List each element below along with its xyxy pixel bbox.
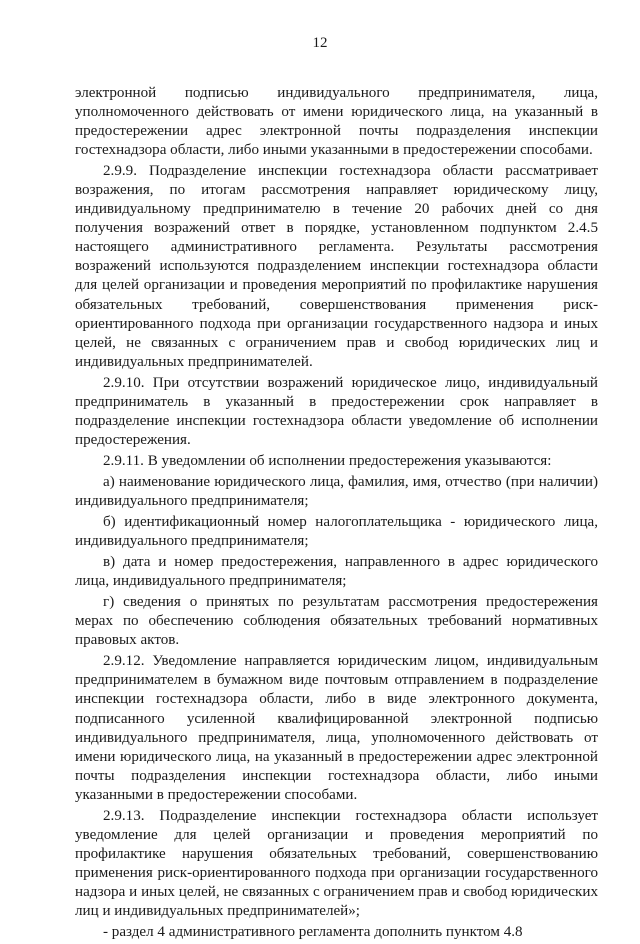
list-item-v: в) дата и номер предостережения, направленного в адрес юридического лица, индивидуального предпринимателя; (75, 554, 598, 590)
paragraph-clause-2-9-13: 2.9.13. Подразделение инспекции гостехнадзора области использует уведомление для целей организации и проведения мероприятий по профилактике нарушения обязательных требований, совершенствованию применения риск-ориентированного подхода при организации государственного надзора и иных целей, не связанных с ограничением прав и свобод юридических лиц и индивидуальных предпринимателей»; (75, 807, 598, 919)
body-text (75, 84, 598, 944)
list-item-b: б) идентификационный номер налогоплательщика - юридического лица, индивидуального предпринимателя; (75, 514, 598, 550)
paragraph-clause-2-9-12: 2.9.12. Уведомление направляется юридическим лицом, индивидуальным предпринимателем в бумажном виде почтовым отправлением в подразделение инспекции гостехнадзора области, либо в виде электронного документа, подписанного усиленной квалифицированной электронной подписью индивидуального предпринимателя, лица, уполномоченного действовать от имени юридического лица, на указанный в предостережении адрес электронной почты подразделения инспекции гостехнадзора области, либо иными указанными в предостережении способами. (75, 653, 598, 803)
paragraph-clause-2-9-9: 2.9.9. Подразделение инспекции гостехнадзора области рассматривает возражения, по итогам рассмотрения направляет юридическому лицу, индивидуальному предпринимателю в течение 20 рабочих дней со дня получения возражений ответ в порядке, установленном подпунктом 2.4.5 настоящего административного регламента. Результаты рассмотрения возражений используются подразделением инспекции гостехнадзора области для целей организации и проведения мероприятий по профилактике нарушения обязательных требований, совершенствования применения риск-ориентированного подхода при организации государственного надзора и иных целей, не связанных с ограничением прав и свобод юридических лиц и индивидуальных предпринимателей. (75, 163, 598, 370)
list-item-g: г) сведения о принятых по результатам рассмотрения предостережения мерах по обеспечению соблюдения обязательных требований нормативных правовых актов. (75, 594, 598, 649)
list-item-a: а) наименование юридического лица, фамилия, имя, отчество (при наличии) индивидуального предпринимателя; (75, 473, 598, 509)
page-number: 12 (312, 35, 328, 51)
paragraph-electronic-signature-continuation: электронной подписью индивидуального предпринимателя, лица, уполномоченного действовать от имени юридического лица, на указанный в предостережении адрес электронной почты подразделения инспекции гостехнадзора области, либо иными указанными в предостережении способами. (75, 85, 598, 159)
paragraph-clause-2-9-10: 2.9.10. При отсутствии возражений юридическое лицо, индивидуальный предприниматель в указанный в предостережении срок направляет в подразделение инспекции гостехнадзора области уведомление об исполнении предостережения. (75, 374, 598, 448)
paragraph-section-4-amendment: - раздел 4 административного регламента дополнить пунктом 4.8 (103, 924, 523, 941)
paragraph-clause-2-9-11: 2.9.11. В уведомлении об исполнении предостережения указываются: (103, 452, 552, 469)
